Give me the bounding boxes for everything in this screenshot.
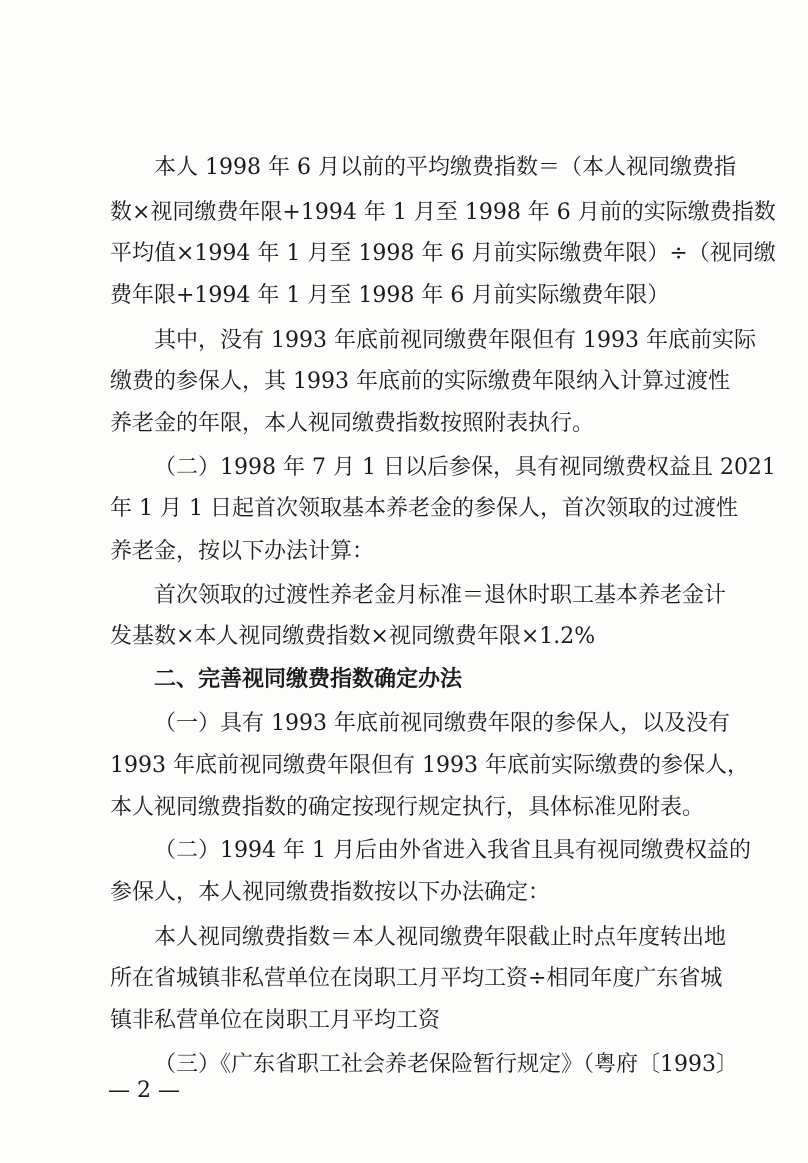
text-line: 本人视同缴费指数＝本人视同缴费年限截止时点年度转出地 xyxy=(154,925,727,950)
text-line: 本人 1998 年 6 月以前的平均缴费指数＝（本人视同缴费指 xyxy=(154,155,736,180)
text-line: 养老金的年限，本人视同缴费指数按照附表执行。 xyxy=(110,411,595,436)
text-line: （二）1994 年 1 月后由外省进入我省且具有视同缴费权益的 xyxy=(154,838,751,863)
text-line: 养老金，按以下办法计算： xyxy=(110,539,375,564)
text-line: 其中，没有 1993 年底前视同缴费年限但有 1993 年底前实际 xyxy=(154,328,756,353)
text-line: 镇非私营单位在岗职工月平均工资 xyxy=(110,1008,441,1033)
text-line: 数×视同缴费年限+1994 年 1 月至 1998 年 6 月前的实际缴费指数 xyxy=(110,200,776,225)
text-line: （一）具有 1993 年底前视同缴费年限的参保人，以及没有 xyxy=(154,711,730,736)
text-line: （三）《广东省职工社会养老保险暂行规定》（粤府〔1993〕 xyxy=(154,1052,738,1077)
text-line: 参保人，本人视同缴费指数按以下办法确定： xyxy=(110,880,551,905)
text-line: 费年限+1994 年 1 月至 1998 年 6 月前实际缴费年限） xyxy=(110,283,670,308)
text-line: 所在省城镇非私营单位在岗职工月平均工资÷相同年度广东省城 xyxy=(110,966,723,991)
text-line: 平均值×1994 年 1 月至 1998 年 6 月前实际缴费年限）÷（视同缴 xyxy=(110,241,776,266)
page-number: — 2 — xyxy=(108,1078,180,1103)
text-line: 年 1 月 1 日起首次领取基本养老金的参保人，首次领取的过渡性 xyxy=(110,496,738,521)
text-line: （二）1998 年 7 月 1 日以后参保，具有视同缴费权益且 2021 xyxy=(154,455,776,480)
text-line: 1993 年底前视同缴费年限但有 1993 年底前实际缴费的参保人， xyxy=(110,753,749,778)
text-line: 发基数×本人视同缴费指数×视同缴费年限×1.2% xyxy=(110,624,596,649)
text-line: 缴费的参保人，其 1993 年底前的实际缴费年限纳入计算过渡性 xyxy=(110,369,730,394)
section-heading: 二、完善视同缴费指数确定办法 xyxy=(154,667,463,692)
text-line: 首次领取的过渡性养老金月标准＝退休时职工基本养老金计 xyxy=(154,583,727,608)
text-line: 本人视同缴费指数的确定按现行规定执行，具体标准见附表。 xyxy=(110,795,705,820)
